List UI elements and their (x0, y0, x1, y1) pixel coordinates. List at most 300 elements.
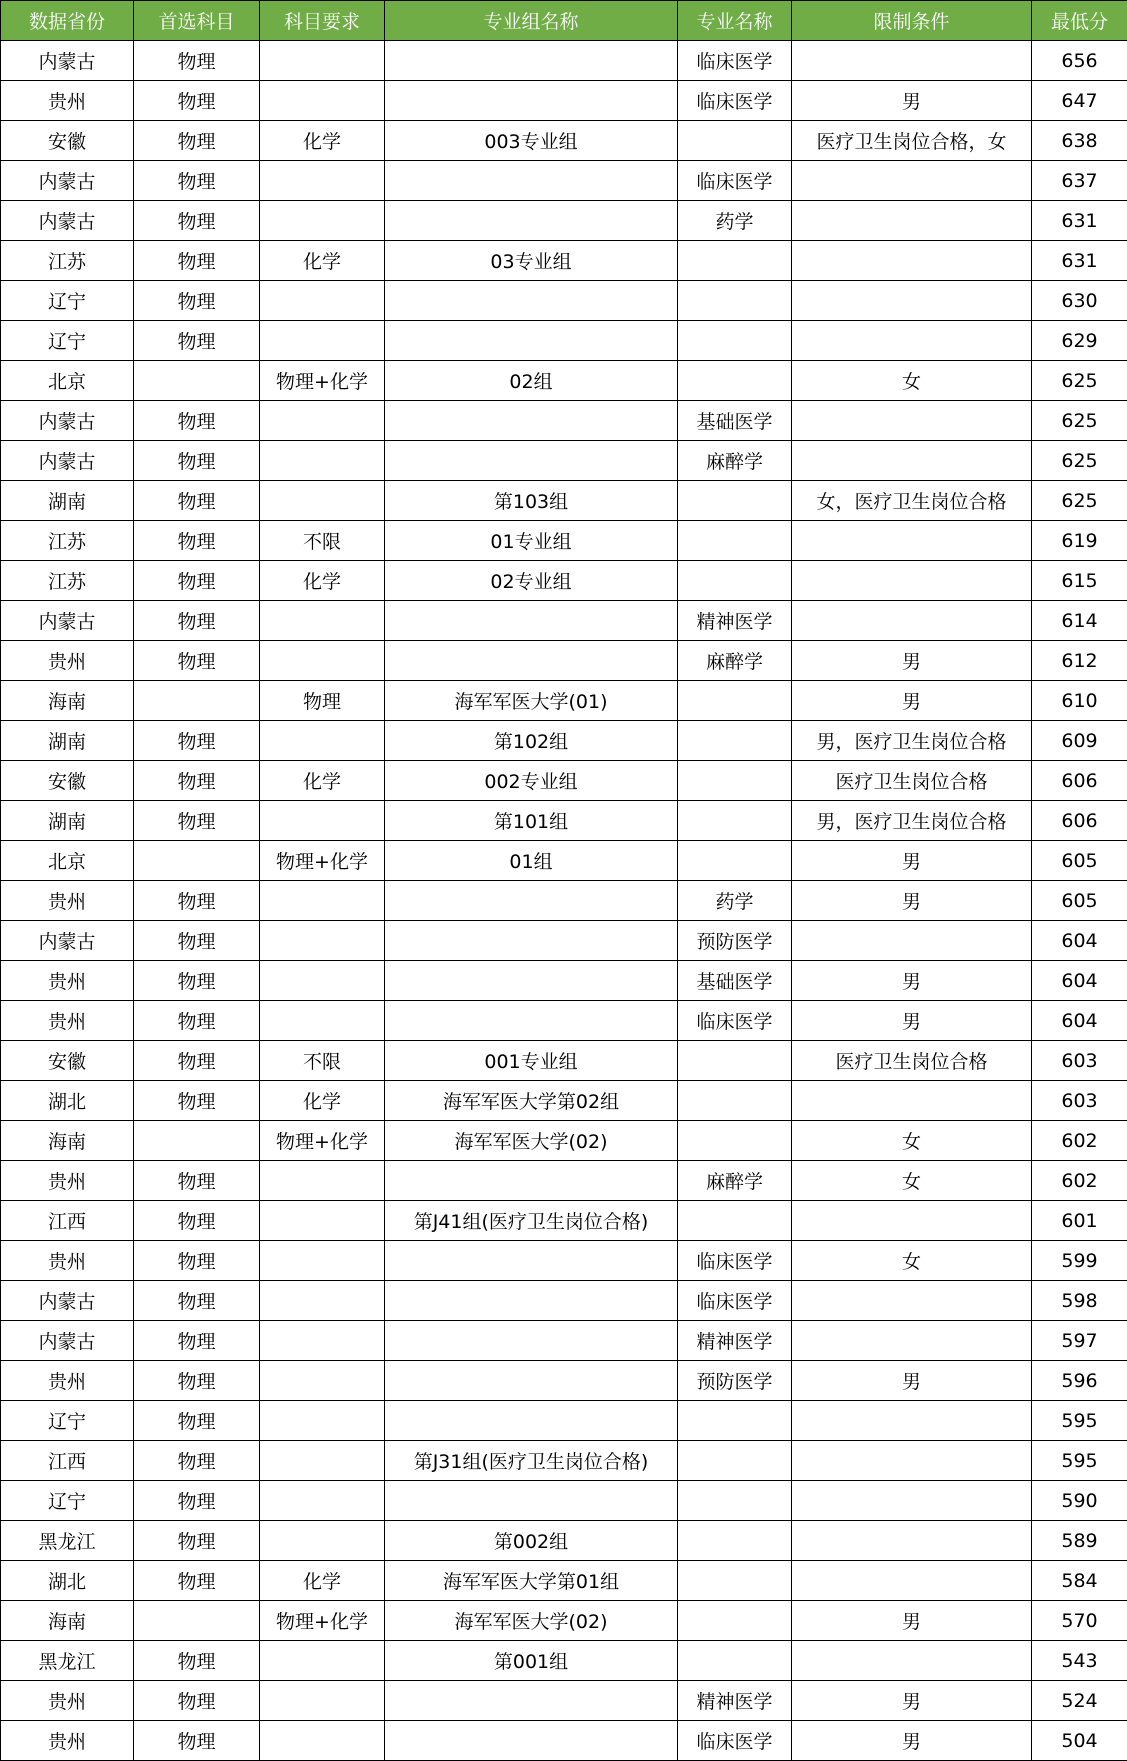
cell-min-score: 543 (1032, 1641, 1127, 1681)
cell-restriction: 男 (792, 641, 1032, 681)
table-row (1, 881, 1127, 921)
cell-first-subject: 物理 (134, 401, 260, 441)
cell-major-name: 预防医学 (678, 921, 792, 961)
table-row (1, 321, 1127, 361)
cell-first-subject: 物理 (134, 521, 260, 561)
cell-first-subject: 物理 (134, 881, 260, 921)
cell-subject-requirement (260, 281, 385, 321)
cell-major-group: 03专业组 (385, 241, 678, 281)
cell-first-subject: 物理 (134, 1281, 260, 1321)
cell-province: 江苏 (1, 241, 134, 281)
cell-min-score: 638 (1032, 121, 1127, 161)
table-row (1, 1081, 1127, 1121)
cell-first-subject: 物理 (134, 1481, 260, 1521)
cell-subject-requirement (260, 321, 385, 361)
table-row (1, 1481, 1127, 1521)
cell-subject-requirement (260, 481, 385, 521)
table-body (1, 41, 1127, 1761)
cell-first-subject: 物理 (134, 1241, 260, 1281)
cell-major-group (385, 321, 678, 361)
cell-major-name: 精神医学 (678, 1321, 792, 1361)
cell-subject-requirement (260, 721, 385, 761)
cell-subject-requirement (260, 1001, 385, 1041)
cell-major-name: 精神医学 (678, 601, 792, 641)
table-row (1, 1001, 1127, 1041)
cell-first-subject: 物理 (134, 921, 260, 961)
cell-restriction: 女，医疗卫生岗位合格 (792, 481, 1032, 521)
cell-min-score: 590 (1032, 1481, 1127, 1521)
cell-subject-requirement (260, 161, 385, 201)
cell-major-name (678, 841, 792, 881)
cell-restriction (792, 1481, 1032, 1521)
cell-restriction (792, 1401, 1032, 1441)
cell-subject-requirement (260, 201, 385, 241)
cell-subject-requirement (260, 601, 385, 641)
cell-subject-requirement (260, 81, 385, 121)
table-row (1, 41, 1127, 81)
cell-major-name: 临床医学 (678, 1281, 792, 1321)
cell-min-score: 601 (1032, 1201, 1127, 1241)
cell-first-subject: 物理 (134, 961, 260, 1001)
cell-restriction: 女 (792, 1121, 1032, 1161)
table-row (1, 921, 1127, 961)
cell-first-subject (134, 1121, 260, 1161)
cell-major-group (385, 601, 678, 641)
cell-province: 海南 (1, 1601, 134, 1641)
cell-major-group (385, 1721, 678, 1761)
cell-major-name: 临床医学 (678, 1241, 792, 1281)
cell-first-subject: 物理 (134, 481, 260, 521)
cell-min-score: 602 (1032, 1121, 1127, 1161)
cell-province: 内蒙古 (1, 201, 134, 241)
cell-first-subject: 物理 (134, 281, 260, 321)
cell-province: 内蒙古 (1, 1321, 134, 1361)
cell-min-score: 606 (1032, 761, 1127, 801)
cell-subject-requirement: 化学 (260, 761, 385, 801)
cell-first-subject: 物理 (134, 1721, 260, 1761)
cell-major-name (678, 1401, 792, 1441)
cell-subject-requirement (260, 441, 385, 481)
cell-first-subject: 物理 (134, 1561, 260, 1601)
cell-first-subject: 物理 (134, 121, 260, 161)
cell-restriction (792, 1201, 1032, 1241)
cell-min-score: 595 (1032, 1441, 1127, 1481)
cell-subject-requirement (260, 1281, 385, 1321)
cell-province: 贵州 (1, 1681, 134, 1721)
cell-province: 贵州 (1, 961, 134, 1001)
cell-subject-requirement: 化学 (260, 241, 385, 281)
cell-major-name: 临床医学 (678, 41, 792, 81)
cell-first-subject: 物理 (134, 161, 260, 201)
cell-first-subject: 物理 (134, 1001, 260, 1041)
cell-restriction: 男 (792, 1601, 1032, 1641)
cell-min-score: 619 (1032, 521, 1127, 561)
table-row (1, 1521, 1127, 1561)
cell-first-subject: 物理 (134, 1161, 260, 1201)
cell-min-score: 602 (1032, 1161, 1127, 1201)
cell-major-name: 麻醉学 (678, 1161, 792, 1201)
cell-province: 内蒙古 (1, 401, 134, 441)
cell-major-group (385, 1681, 678, 1721)
table-row (1, 1201, 1127, 1241)
cell-province: 贵州 (1, 1241, 134, 1281)
cell-first-subject (134, 841, 260, 881)
cell-min-score: 625 (1032, 361, 1127, 401)
cell-subject-requirement: 化学 (260, 1081, 385, 1121)
cell-major-name (678, 1201, 792, 1241)
cell-province: 内蒙古 (1, 161, 134, 201)
cell-first-subject: 物理 (134, 1081, 260, 1121)
cell-major-name: 临床医学 (678, 81, 792, 121)
cell-major-name (678, 681, 792, 721)
cell-min-score: 625 (1032, 481, 1127, 521)
column-header-major-group: 专业组名称 (385, 1, 678, 41)
cell-subject-requirement (260, 1241, 385, 1281)
cell-first-subject: 物理 (134, 561, 260, 601)
cell-major-name (678, 1081, 792, 1121)
cell-subject-requirement (260, 881, 385, 921)
cell-subject-requirement (260, 961, 385, 1001)
cell-first-subject (134, 681, 260, 721)
cell-restriction (792, 921, 1032, 961)
cell-major-name: 基础医学 (678, 961, 792, 1001)
cell-province: 黑龙江 (1, 1521, 134, 1561)
cell-major-group (385, 921, 678, 961)
cell-major-name (678, 1441, 792, 1481)
table-row (1, 761, 1127, 801)
cell-subject-requirement (260, 1681, 385, 1721)
cell-subject-requirement: 物理 (260, 681, 385, 721)
cell-first-subject: 物理 (134, 1201, 260, 1241)
cell-major-name: 临床医学 (678, 161, 792, 201)
cell-subject-requirement (260, 1161, 385, 1201)
cell-major-group: 002专业组 (385, 761, 678, 801)
table-row (1, 561, 1127, 601)
table-row (1, 681, 1127, 721)
cell-first-subject: 物理 (134, 801, 260, 841)
cell-major-name (678, 281, 792, 321)
cell-first-subject (134, 1601, 260, 1641)
cell-major-name (678, 561, 792, 601)
cell-restriction (792, 41, 1032, 81)
cell-major-group (385, 1001, 678, 1041)
cell-province: 贵州 (1, 641, 134, 681)
cell-major-name: 基础医学 (678, 401, 792, 441)
cell-min-score: 647 (1032, 81, 1127, 121)
cell-major-group: 01专业组 (385, 521, 678, 561)
cell-restriction: 女 (792, 1161, 1032, 1201)
column-header-major-name: 专业名称 (678, 1, 792, 41)
table-row (1, 161, 1127, 201)
cell-province: 贵州 (1, 881, 134, 921)
cell-subject-requirement (260, 1521, 385, 1561)
cell-major-group (385, 401, 678, 441)
table-row (1, 841, 1127, 881)
cell-subject-requirement (260, 1481, 385, 1521)
cell-restriction: 男 (792, 81, 1032, 121)
cell-restriction (792, 561, 1032, 601)
table-row (1, 361, 1127, 401)
cell-min-score: 504 (1032, 1721, 1127, 1761)
cell-major-group: 02组 (385, 361, 678, 401)
cell-subject-requirement (260, 1641, 385, 1681)
table-row (1, 441, 1127, 481)
cell-major-name (678, 1041, 792, 1081)
cell-min-score: 598 (1032, 1281, 1127, 1321)
cell-subject-requirement: 化学 (260, 1561, 385, 1601)
cell-major-name: 麻醉学 (678, 641, 792, 681)
header-row (1, 1, 1127, 41)
cell-min-score: 605 (1032, 881, 1127, 921)
cell-major-group (385, 201, 678, 241)
cell-first-subject: 物理 (134, 81, 260, 121)
cell-major-group: 003专业组 (385, 121, 678, 161)
table-row (1, 721, 1127, 761)
cell-major-name (678, 1121, 792, 1161)
cell-major-group: 001专业组 (385, 1041, 678, 1081)
cell-subject-requirement: 物理+化学 (260, 1601, 385, 1641)
cell-min-score: 595 (1032, 1401, 1127, 1441)
cell-first-subject: 物理 (134, 1401, 260, 1441)
cell-min-score: 656 (1032, 41, 1127, 81)
cell-subject-requirement (260, 801, 385, 841)
cell-subject-requirement: 物理+化学 (260, 1121, 385, 1161)
cell-restriction (792, 521, 1032, 561)
cell-restriction (792, 1321, 1032, 1361)
cell-major-group: 第101组 (385, 801, 678, 841)
cell-province: 内蒙古 (1, 921, 134, 961)
cell-subject-requirement: 化学 (260, 561, 385, 601)
cell-min-score: 584 (1032, 1561, 1127, 1601)
cell-restriction (792, 1081, 1032, 1121)
table-row (1, 121, 1127, 161)
cell-min-score: 631 (1032, 241, 1127, 281)
column-header-first-subject: 首选科目 (134, 1, 260, 41)
cell-min-score: 596 (1032, 1361, 1127, 1401)
cell-major-name (678, 1521, 792, 1561)
table-row (1, 961, 1127, 1001)
cell-subject-requirement (260, 921, 385, 961)
cell-min-score: 606 (1032, 801, 1127, 841)
cell-province: 黑龙江 (1, 1641, 134, 1681)
cell-first-subject: 物理 (134, 201, 260, 241)
cell-min-score: 631 (1032, 201, 1127, 241)
cell-major-group: 海军军医大学第02组 (385, 1081, 678, 1121)
table-row (1, 401, 1127, 441)
cell-province: 北京 (1, 361, 134, 401)
table-row (1, 1321, 1127, 1361)
cell-min-score: 629 (1032, 321, 1127, 361)
cell-major-name: 临床医学 (678, 1001, 792, 1041)
cell-first-subject: 物理 (134, 1521, 260, 1561)
cell-subject-requirement (260, 1201, 385, 1241)
table-row (1, 1441, 1127, 1481)
cell-min-score: 605 (1032, 841, 1127, 881)
cell-first-subject: 物理 (134, 641, 260, 681)
cell-min-score: 603 (1032, 1081, 1127, 1121)
cell-subject-requirement: 物理+化学 (260, 841, 385, 881)
cell-min-score: 612 (1032, 641, 1127, 681)
cell-province: 贵州 (1, 1361, 134, 1401)
cell-major-name (678, 1481, 792, 1521)
cell-min-score: 637 (1032, 161, 1127, 201)
cell-first-subject: 物理 (134, 601, 260, 641)
cell-min-score: 570 (1032, 1601, 1127, 1641)
cell-restriction: 男 (792, 1681, 1032, 1721)
cell-min-score: 625 (1032, 441, 1127, 481)
cell-restriction: 男 (792, 961, 1032, 1001)
cell-province: 贵州 (1, 81, 134, 121)
cell-major-name (678, 321, 792, 361)
cell-major-group (385, 41, 678, 81)
cell-restriction (792, 201, 1032, 241)
cell-first-subject: 物理 (134, 1361, 260, 1401)
cell-major-group: 第002组 (385, 1521, 678, 1561)
table-row (1, 1361, 1127, 1401)
cell-major-group: 第102组 (385, 721, 678, 761)
cell-major-name: 预防医学 (678, 1361, 792, 1401)
cell-province: 辽宁 (1, 281, 134, 321)
cell-first-subject: 物理 (134, 41, 260, 81)
cell-major-group (385, 1161, 678, 1201)
table-row (1, 241, 1127, 281)
cell-major-group (385, 961, 678, 1001)
cell-major-group: 海军军医大学(02) (385, 1121, 678, 1161)
column-header-restriction: 限制条件 (792, 1, 1032, 41)
table-row (1, 1721, 1127, 1761)
table-row (1, 1561, 1127, 1601)
cell-province: 辽宁 (1, 1481, 134, 1521)
table-row (1, 1121, 1127, 1161)
cell-restriction: 男，医疗卫生岗位合格 (792, 801, 1032, 841)
cell-restriction: 男，医疗卫生岗位合格 (792, 721, 1032, 761)
cell-restriction (792, 1641, 1032, 1681)
cell-province: 湖南 (1, 721, 134, 761)
cell-min-score: 609 (1032, 721, 1127, 761)
cell-subject-requirement (260, 401, 385, 441)
cell-restriction: 医疗卫生岗位合格，女 (792, 121, 1032, 161)
cell-min-score: 630 (1032, 281, 1127, 321)
cell-province: 湖南 (1, 481, 134, 521)
cell-subject-requirement (260, 641, 385, 681)
cell-restriction (792, 401, 1032, 441)
cell-restriction (792, 1441, 1032, 1481)
cell-major-name (678, 721, 792, 761)
cell-province: 贵州 (1, 1721, 134, 1761)
cell-restriction (792, 321, 1032, 361)
cell-major-name: 临床医学 (678, 1721, 792, 1761)
cell-province: 江苏 (1, 561, 134, 601)
cell-province: 安徽 (1, 121, 134, 161)
table-row (1, 1601, 1127, 1641)
cell-major-group (385, 281, 678, 321)
column-header-subject-requirement: 科目要求 (260, 1, 385, 41)
cell-first-subject: 物理 (134, 721, 260, 761)
table-row (1, 1641, 1127, 1681)
cell-major-name (678, 361, 792, 401)
cell-major-name (678, 761, 792, 801)
cell-major-group: 01组 (385, 841, 678, 881)
table-row (1, 1241, 1127, 1281)
cell-major-group: 第J41组(医疗卫生岗位合格) (385, 1201, 678, 1241)
cell-restriction (792, 1521, 1032, 1561)
cell-min-score: 614 (1032, 601, 1127, 641)
cell-min-score: 603 (1032, 1041, 1127, 1081)
cell-major-name (678, 1641, 792, 1681)
cell-major-group (385, 1401, 678, 1441)
cell-min-score: 604 (1032, 921, 1127, 961)
cell-first-subject: 物理 (134, 1321, 260, 1361)
cell-min-score: 589 (1032, 1521, 1127, 1561)
cell-restriction: 女 (792, 361, 1032, 401)
cell-major-group: 02专业组 (385, 561, 678, 601)
cell-province: 湖北 (1, 1081, 134, 1121)
cell-min-score: 615 (1032, 561, 1127, 601)
cell-province: 江西 (1, 1201, 134, 1241)
cell-subject-requirement (260, 41, 385, 81)
cell-subject-requirement (260, 1721, 385, 1761)
cell-province: 贵州 (1, 1001, 134, 1041)
cell-subject-requirement (260, 1441, 385, 1481)
cell-restriction (792, 601, 1032, 641)
column-header-province: 数据省份 (1, 1, 134, 41)
cell-restriction (792, 161, 1032, 201)
cell-min-score: 597 (1032, 1321, 1127, 1361)
cell-province: 湖南 (1, 801, 134, 841)
cell-major-group (385, 1361, 678, 1401)
cell-province: 湖北 (1, 1561, 134, 1601)
table-row (1, 1681, 1127, 1721)
cell-major-name: 药学 (678, 201, 792, 241)
cell-first-subject: 物理 (134, 1681, 260, 1721)
cell-major-group: 海军军医大学(02) (385, 1601, 678, 1641)
cell-restriction: 医疗卫生岗位合格 (792, 761, 1032, 801)
cell-major-name: 麻醉学 (678, 441, 792, 481)
cell-major-group (385, 1281, 678, 1321)
cell-subject-requirement: 不限 (260, 1041, 385, 1081)
cell-province: 海南 (1, 1121, 134, 1161)
cell-major-group (385, 81, 678, 121)
table-row (1, 601, 1127, 641)
cell-province: 贵州 (1, 1161, 134, 1201)
cell-restriction (792, 281, 1032, 321)
cell-first-subject: 物理 (134, 241, 260, 281)
table-row (1, 201, 1127, 241)
cell-min-score: 604 (1032, 1001, 1127, 1041)
cell-major-group: 第001组 (385, 1641, 678, 1681)
cell-major-group: 海军军医大学第01组 (385, 1561, 678, 1601)
cell-province: 内蒙古 (1, 1281, 134, 1321)
cell-major-name (678, 121, 792, 161)
cell-min-score: 599 (1032, 1241, 1127, 1281)
cell-min-score: 524 (1032, 1681, 1127, 1721)
cell-first-subject (134, 361, 260, 401)
cell-restriction (792, 441, 1032, 481)
cell-major-group (385, 881, 678, 921)
cell-subject-requirement: 物理+化学 (260, 361, 385, 401)
cell-min-score: 604 (1032, 961, 1127, 1001)
cell-province: 江西 (1, 1441, 134, 1481)
cell-first-subject: 物理 (134, 321, 260, 361)
cell-major-name (678, 1601, 792, 1641)
cell-restriction (792, 1561, 1032, 1601)
cell-major-group (385, 641, 678, 681)
cell-restriction: 男 (792, 1721, 1032, 1761)
cell-subject-requirement: 不限 (260, 521, 385, 561)
cell-restriction: 男 (792, 1361, 1032, 1401)
cell-province: 安徽 (1, 761, 134, 801)
cell-subject-requirement: 化学 (260, 121, 385, 161)
